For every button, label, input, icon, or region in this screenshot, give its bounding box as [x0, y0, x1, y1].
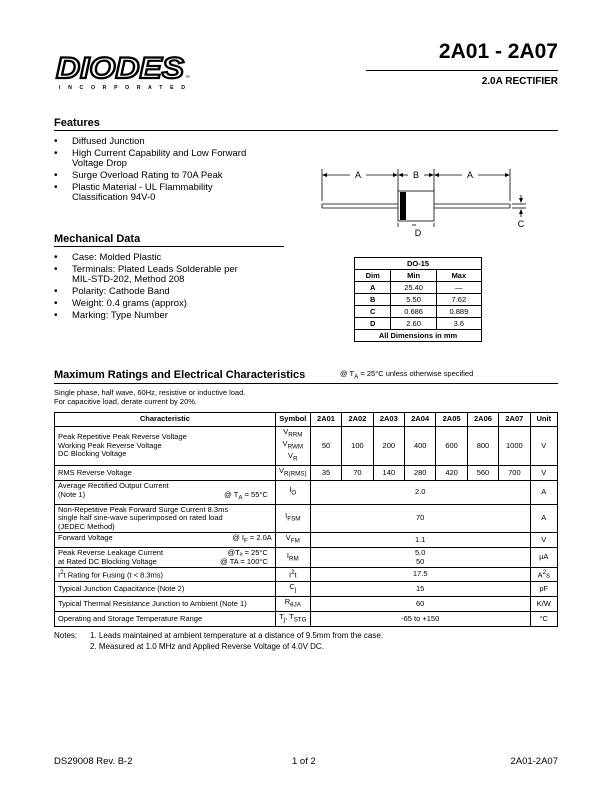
table-row: D 2.60 3.6	[355, 318, 482, 330]
footer-page-number: 1 of 2	[292, 756, 316, 767]
table-row: Typical Thermal Resistance Junction to Ambient (Note 1) $R_{\theta JA}$ 60 K/W	[55, 597, 558, 612]
list-item: • Marking: Type Number	[54, 311, 304, 321]
table-row: B 5.50 7.62	[355, 294, 482, 306]
features-heading: Features	[54, 117, 100, 129]
table-row: C 0.686 0.889	[355, 306, 482, 318]
dim-label-d: D	[414, 228, 422, 238]
table-row: Forward Voltage @ $I_F = 2.0A$ $V_{FM}$ 1.1 V	[55, 533, 558, 548]
list-item: • Diffused Junction	[54, 137, 294, 147]
list-item: • Weight: 0.4 grams (approx)	[54, 299, 304, 309]
list-item: • High Current Capability and Low Forward Voltage Drop	[54, 149, 294, 169]
notes-label: Notes:	[54, 631, 78, 640]
ratings-heading: Maximum Ratings and Electrical Characteristics	[54, 369, 306, 381]
list-item: • Polarity: Cathode Band	[54, 287, 304, 297]
dim-label-a-left: A	[354, 170, 362, 180]
package-outline-diagram	[318, 165, 530, 240]
table-header-row: Characteristic Symbol 2A01 2A02 2A03 2A04 2A05 2A06 2A07 Unit	[55, 413, 558, 427]
dim-table-package: DO-15	[355, 258, 482, 270]
table-row: A 25.40 —	[355, 282, 482, 294]
table-row: Typical Junction Capacitance (Note 2) $C_j$ 15 pF	[55, 582, 558, 597]
table-row: $I^2t$ Rating for Fusing (t < 8.3ms) $I^2t$ 17.5 $A^2s$	[55, 568, 558, 582]
list-item: • Plastic Material - UL Flammability Classification 94V-0	[54, 183, 294, 203]
table-row: Peak Repetitive Peak Reverse Voltage Working Peak Reverse Voltage DC Blocking Voltage $V_{RRM}$ $V_{RWM}$ $V_R$ 50 100 200 400 600 800 1000 V	[55, 427, 558, 466]
title-divider	[366, 70, 558, 71]
mechanical-list	[54, 253, 304, 323]
dim-label-c: C	[517, 219, 525, 229]
ratings-rule	[54, 383, 558, 384]
logo-trademark: ™	[185, 75, 190, 81]
list-item: • Case: Molded Plastic	[54, 253, 304, 263]
dimension-table	[354, 257, 482, 342]
ratings-intro: Single phase, half wave, 60Hz, resistive or inductive load. For capacitive load, derate current by 20%.	[54, 388, 246, 406]
logo-subtext: I N C O R P O R A T E D	[59, 85, 185, 91]
note-item: 2. Measured at 1.0 MHz and Applied Reverse Voltage of 4.0V DC.	[90, 642, 324, 651]
dim-label-a-right: A	[466, 170, 474, 180]
dim-table-header: Min	[391, 270, 436, 282]
part-subtitle: 2.0A RECTIFIER	[481, 76, 558, 87]
table-row: Peak Reverse Leakage Current @Tₐ = 25°C at Rated DC Blocking Voltage @ TA = 100°C $I_{RM}$ 5.0 50 µA	[55, 548, 558, 568]
table-row: Non-Repetitive Peak Forward Surge Current 8.3ms single half sine-wave superimposed on rated load (JEDEC Method) $I_{FSM}$ 70 A	[55, 504, 558, 533]
logo-wordmark: DIODES	[56, 52, 184, 85]
dim-table-header: Dim	[355, 270, 391, 282]
ratings-table	[54, 412, 558, 627]
table-row: RMS Reverse Voltage $V_{R(RMS)}$ 35 70 140 280 420 560 700 V	[55, 466, 558, 481]
features-list	[54, 137, 294, 205]
list-item: • Surge Overload Rating to 70A Peak	[54, 171, 294, 181]
mechanical-rule	[54, 246, 284, 247]
table-row: Average Rectified Output Current (Note 1) @ $T_A = 55^\circ C$ $I_O$ 2.0 A	[55, 481, 558, 505]
note-item: 1. Leads maintained at ambient temperature at a distance of 9.5mm from the case.	[90, 631, 384, 640]
ratings-condition-note: @ $T_A = 25^\circ C$ unless otherwise specified	[340, 369, 474, 381]
footer-part-number: 2A01-2A07	[510, 756, 558, 767]
notes-list	[90, 630, 383, 652]
features-rule	[54, 130, 558, 131]
mechanical-heading: Mechanical Data	[54, 233, 141, 245]
footer-doc-number: DS29008 Rev. B-2	[54, 756, 133, 767]
table-row: Operating and Storage Temperature Range $T_j$, $T_{STG}$ -65 to +150 °C	[55, 612, 558, 627]
dim-table-footer: All Dimensions in mm	[355, 330, 482, 342]
part-title: 2A01 - 2A07	[438, 40, 558, 63]
dim-label-b: B	[412, 170, 420, 180]
dim-table-header: Max	[436, 270, 481, 282]
list-item: • Terminals: Plated Leads Solderable per MIL-STD-202, Method 208	[54, 265, 304, 285]
diodes-logo	[54, 52, 192, 92]
